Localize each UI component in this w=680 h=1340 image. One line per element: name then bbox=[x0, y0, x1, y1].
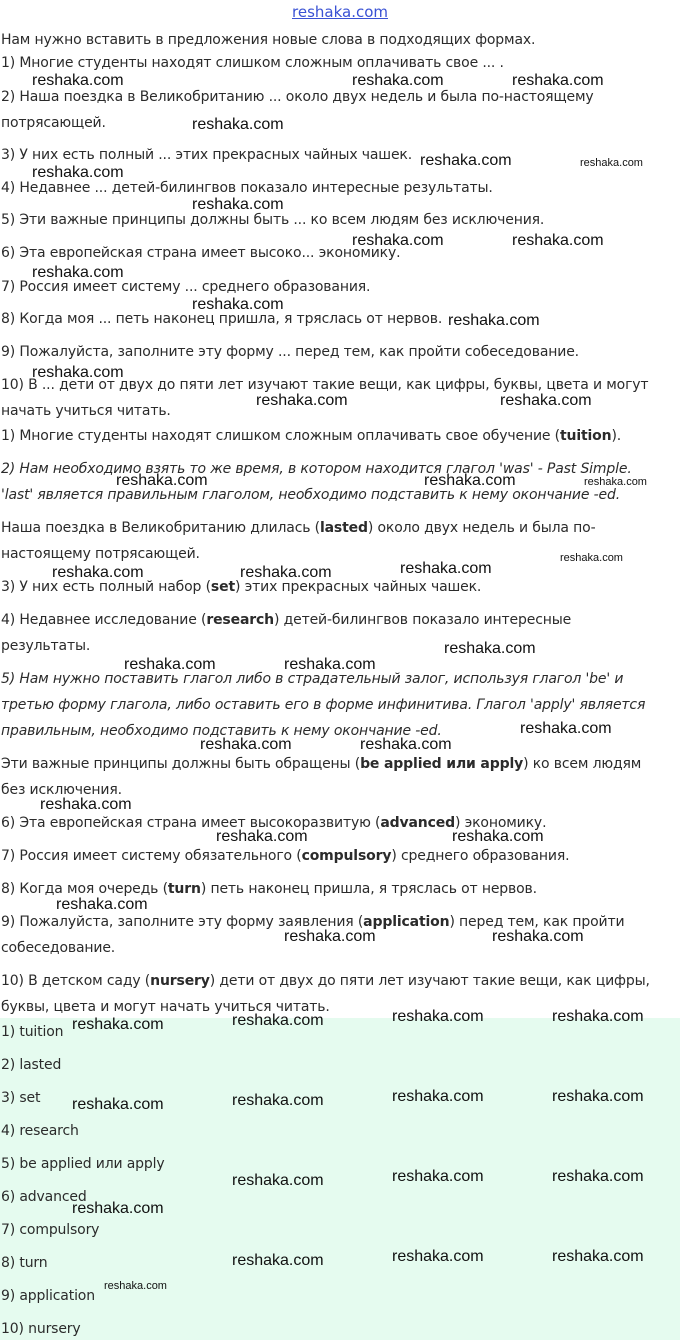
site-link[interactable]: reshaka.com bbox=[292, 3, 388, 21]
solution-sentence: результаты. bbox=[1, 638, 91, 654]
task-intro: Нам нужно вставить в предложения новые слова в подходящих формах. bbox=[1, 32, 536, 48]
task-sentence: 3) У них есть полный ... этих прекрасных чайных чашек. bbox=[1, 147, 413, 163]
answer-word: application bbox=[363, 914, 450, 930]
answer-word: be applied или apply bbox=[360, 756, 524, 772]
watermark: reshaka.com bbox=[420, 152, 512, 169]
watermark: reshaka.com bbox=[512, 232, 604, 249]
watermark: reshaka.com bbox=[72, 1200, 164, 1217]
watermark: reshaka.com bbox=[200, 736, 292, 753]
solution-sentence: 1) Многие студенты находят слишком сложным оплачивать свое обучение (tuition). bbox=[1, 428, 622, 444]
watermark: reshaka.com bbox=[56, 896, 148, 913]
watermark: reshaka.com bbox=[256, 392, 348, 409]
watermark: reshaka.com bbox=[232, 1172, 324, 1189]
watermark: reshaka.com bbox=[72, 1096, 164, 1113]
answer-item: 4) research bbox=[1, 1123, 79, 1139]
watermark: reshaka.com bbox=[500, 392, 592, 409]
solution-sentence: 9) Пожалуйста, заполните эту форму заявления (application) перед тем, как пройти bbox=[1, 914, 625, 930]
watermark: reshaka.com bbox=[192, 196, 284, 213]
watermark: reshaka.com bbox=[512, 72, 604, 89]
answer-item: 3) set bbox=[1, 1090, 41, 1106]
watermark: reshaka.com bbox=[32, 364, 124, 381]
answer-word: set bbox=[210, 579, 235, 595]
watermark: reshaka.com bbox=[32, 72, 124, 89]
task-sentence: начать учиться читать. bbox=[1, 403, 171, 419]
answer-word: lasted bbox=[319, 520, 368, 536]
solution-note: 5) Нам нужно поставить глагол либо в страдательный залог, используя глагол 'be' и bbox=[1, 671, 624, 687]
solution-sentence: 4) Недавнее исследование (research) детей-билингвов показало интересные bbox=[1, 612, 572, 628]
answer-item: 2) lasted bbox=[1, 1057, 62, 1073]
watermark: reshaka.com bbox=[284, 656, 376, 673]
watermark: reshaka.com bbox=[104, 1280, 167, 1292]
task-sentence: 7) Россия имеет систему ... среднего образования. bbox=[1, 279, 371, 295]
task-sentence: 8) Когда моя ... петь наконец пришла, я тряслась от нервов. bbox=[1, 311, 443, 327]
watermark: reshaka.com bbox=[192, 296, 284, 313]
solution-sentence: без исключения. bbox=[1, 782, 122, 798]
watermark: reshaka.com bbox=[232, 1252, 324, 1269]
watermark: reshaka.com bbox=[552, 1088, 644, 1105]
answer-item: 7) compulsory bbox=[1, 1222, 100, 1238]
watermark: reshaka.com bbox=[360, 736, 452, 753]
watermark: reshaka.com bbox=[560, 552, 623, 564]
solution-sentence: 8) Когда моя очередь (turn) петь наконец пришла, я тряслась от нервов. bbox=[1, 881, 537, 897]
answer-word: turn bbox=[167, 881, 201, 897]
solution-sentence: 6) Эта европейская страна имеет высокоразвитую (advanced) экономику. bbox=[1, 815, 547, 831]
task-sentence: 6) Эта европейская страна имеет высоко... экономику. bbox=[1, 245, 401, 261]
watermark: reshaka.com bbox=[400, 560, 492, 577]
answer-item: 6) advanced bbox=[1, 1189, 87, 1205]
task-sentence: 10) В ... дети от двух до пяти лет изучают такие вещи, как цифры, буквы, цвета и могут bbox=[1, 377, 649, 393]
watermark: reshaka.com bbox=[192, 116, 284, 133]
answer-item: 1) tuition bbox=[1, 1024, 64, 1040]
task-sentence: потрясающей. bbox=[1, 115, 106, 131]
watermark: reshaka.com bbox=[424, 472, 516, 489]
watermark: reshaka.com bbox=[580, 157, 643, 169]
watermark: reshaka.com bbox=[32, 164, 124, 181]
task-sentence: 5) Эти важные принципы должны быть ... ко всем людям без исключения. bbox=[1, 212, 545, 228]
watermark: reshaka.com bbox=[232, 1012, 324, 1029]
answer-word: advanced bbox=[380, 815, 455, 831]
watermark: reshaka.com bbox=[352, 72, 444, 89]
solution-sentence: буквы, цвета и могут начать учиться читать. bbox=[1, 999, 330, 1015]
answer-word: compulsory bbox=[301, 848, 392, 864]
task-sentence: 4) Недавнее ... детей-билингвов показало интересные результаты. bbox=[1, 180, 493, 196]
watermark: reshaka.com bbox=[72, 1016, 164, 1033]
watermark: reshaka.com bbox=[520, 720, 612, 737]
answer-item: 8) turn bbox=[1, 1255, 48, 1271]
watermark: reshaka.com bbox=[552, 1248, 644, 1265]
watermark: reshaka.com bbox=[584, 476, 647, 488]
watermark: reshaka.com bbox=[492, 928, 584, 945]
watermark: reshaka.com bbox=[552, 1168, 644, 1185]
watermark: reshaka.com bbox=[124, 656, 216, 673]
answer-word: research bbox=[206, 612, 274, 628]
answer-word: nursery bbox=[150, 973, 210, 989]
solution-note: третью форму глагола, либо оставить его в форме инфинитива. Глагол 'apply' является bbox=[1, 697, 646, 713]
watermark: reshaka.com bbox=[392, 1008, 484, 1025]
watermark: reshaka.com bbox=[392, 1168, 484, 1185]
watermark: reshaka.com bbox=[392, 1248, 484, 1265]
watermark: reshaka.com bbox=[452, 828, 544, 845]
watermark: reshaka.com bbox=[40, 796, 132, 813]
solution-sentence: Наша поездка в Великобританию длилась (lasted) около двух недель и была по- bbox=[1, 520, 596, 536]
watermark: reshaka.com bbox=[240, 564, 332, 581]
answer-item: 9) application bbox=[1, 1288, 95, 1304]
task-sentence: 1) Многие студенты находят слишком сложным оплачивать свое ... . bbox=[1, 55, 504, 71]
solution-note: 2) Нам необходимо взять то же время, в котором находится глагол 'was' - Past Simple. bbox=[1, 461, 632, 477]
watermark: reshaka.com bbox=[392, 1088, 484, 1105]
solution-sentence: собеседование. bbox=[1, 940, 116, 956]
task-sentence: 9) Пожалуйста, заполните эту форму ... перед тем, как пройти собеседование. bbox=[1, 344, 579, 360]
solution-sentence: настоящему потрясающей. bbox=[1, 546, 200, 562]
watermark: reshaka.com bbox=[284, 928, 376, 945]
watermark: reshaka.com bbox=[32, 264, 124, 281]
solution-sentence: 10) В детском саду (nursery) дети от двух до пяти лет изучают такие вещи, как цифры, bbox=[1, 973, 650, 989]
watermark: reshaka.com bbox=[552, 1008, 644, 1025]
answer-item: 10) nursery bbox=[1, 1321, 81, 1337]
task-sentence: 2) Наша поездка в Великобританию ... около двух недель и была по-настоящему bbox=[1, 89, 594, 105]
watermark: reshaka.com bbox=[448, 312, 540, 329]
solution-sentence: Эти важные принципы должны быть обращены (be applied или apply) ко всем людям bbox=[1, 756, 642, 772]
solution-sentence: 7) Россия имеет систему обязательного (compulsory) среднего образования. bbox=[1, 848, 570, 864]
answer-word: tuition bbox=[559, 428, 612, 444]
solution-sentence: 3) У них есть полный набор (set) этих прекрасных чайных чашек. bbox=[1, 579, 482, 595]
answer-item: 5) be applied или apply bbox=[1, 1156, 165, 1172]
watermark: reshaka.com bbox=[232, 1092, 324, 1109]
watermark: reshaka.com bbox=[216, 828, 308, 845]
solution-note: 'last' является правильным глаголом, необходимо подставить к нему окончание -ed. bbox=[1, 487, 621, 503]
solution-note: правильным, необходимо подставить к нему окончание -ed. bbox=[1, 723, 442, 739]
watermark: reshaka.com bbox=[352, 232, 444, 249]
watermark: reshaka.com bbox=[444, 640, 536, 657]
watermark: reshaka.com bbox=[116, 472, 208, 489]
watermark: reshaka.com bbox=[52, 564, 144, 581]
